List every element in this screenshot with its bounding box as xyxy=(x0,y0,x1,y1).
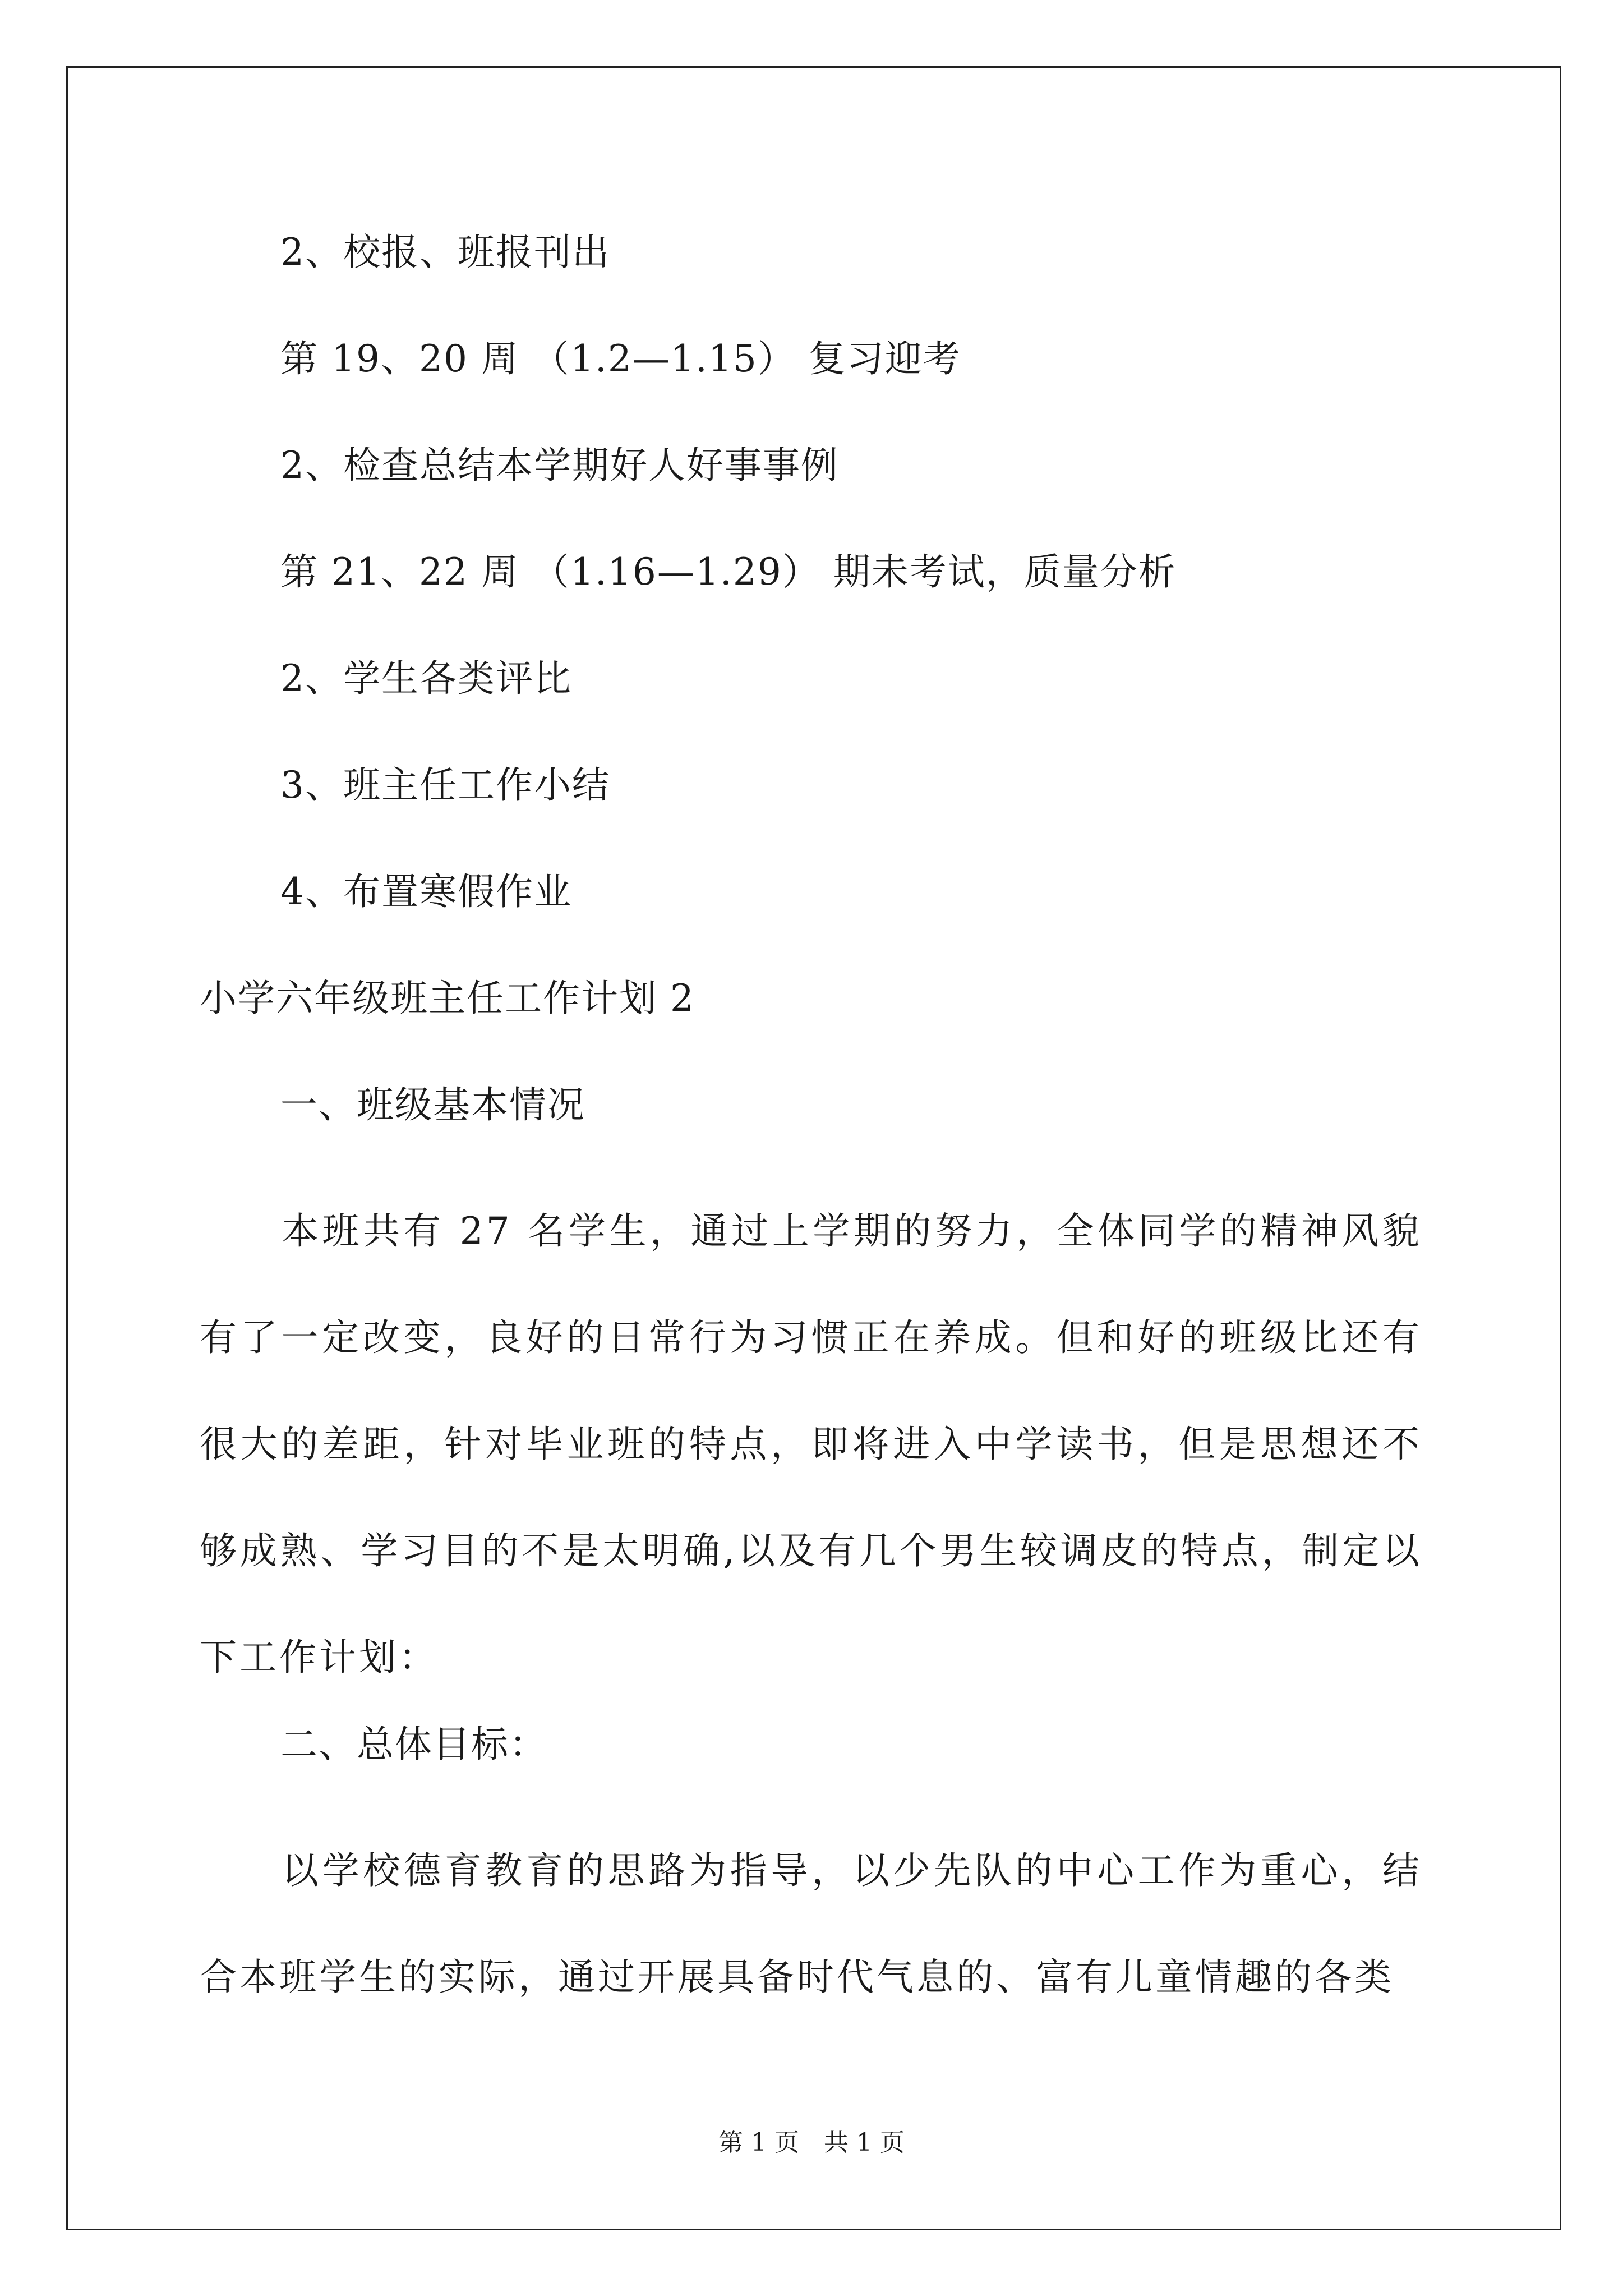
heading-class-situation: 一、班级基本情况 xyxy=(280,1083,585,1126)
paragraph-class-situation: 本班共有 27 名学生，通过上学期的努力，全体同学的精神风貌有了一定改变，良好的日常行为习惯正在养成。但和好的班级比还有很大的差距，针对毕业班的特点，即将进入中学读书，但是思想还不够成熟、学习目的不是太明确,以及有几个男生较调皮的特点，制定以下工作计划： xyxy=(200,1209,1422,1679)
page-footer: 第 1 页 共 1 页 xyxy=(718,2128,905,2157)
list-line-1: 2、校报、班报刊出 xyxy=(280,231,610,274)
list-line-5: 4、布置寒假作业 xyxy=(280,870,572,913)
section-title: 小学六年级班主任工作计划 2 xyxy=(200,977,695,1020)
heading-overall-goal: 二、总体目标： xyxy=(280,1723,547,1766)
list-line-4: 3、班主任工作小结 xyxy=(280,763,610,807)
paragraph-overall-goal: 以学校德育教育的思路为指导，以少先队的中心工作为重心，结合本班学生的实际，通过开展具备时代气息的、富有儿童情趣的各类 xyxy=(200,1849,1422,1999)
schedule-week-21-22: 第 21、22 周 （1.16—1.29） 期未考试，质量分析 xyxy=(280,550,1177,593)
list-line-3: 2、学生各类评比 xyxy=(280,657,572,700)
list-line-2: 2、检查总结本学期好人好事事例 xyxy=(280,444,839,487)
schedule-week-19-20: 第 19、20 周 （1.2—1.15） 复习迎考 xyxy=(280,337,961,380)
